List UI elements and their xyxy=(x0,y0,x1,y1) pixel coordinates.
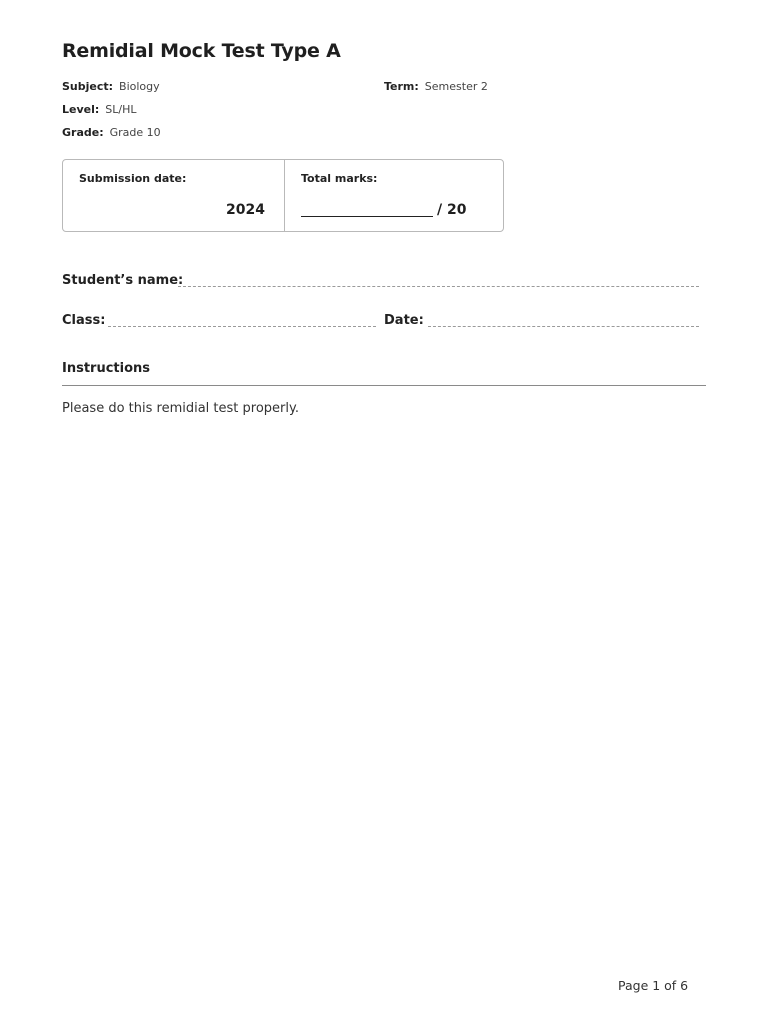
meta-level-value: SL/HL xyxy=(105,103,137,116)
date-label: Date: xyxy=(384,313,424,328)
meta-term-value: Semester 2 xyxy=(424,80,488,93)
submission-year: 2024 xyxy=(226,202,265,218)
meta-subject-label: Subject: xyxy=(62,80,114,93)
class-line[interactable] xyxy=(108,326,376,327)
date-line[interactable] xyxy=(428,326,699,327)
submission-date-cell xyxy=(63,160,285,231)
total-marks-cell xyxy=(285,160,503,231)
student-name-label: Student’s name: xyxy=(62,273,184,288)
marks-box xyxy=(62,159,504,232)
meta-level-label: Level: xyxy=(62,103,100,116)
meta-grade-label: Grade: xyxy=(62,126,104,139)
student-name-line[interactable] xyxy=(178,286,699,287)
total-marks-out-of: / 20 xyxy=(437,202,467,218)
meta-level xyxy=(62,103,137,116)
total-marks-label: Total marks: xyxy=(301,172,378,185)
document-title: Remidial Mock Test Type A xyxy=(62,40,341,62)
class-label: Class: xyxy=(62,313,106,328)
meta-term xyxy=(384,80,488,93)
meta-grade-value: Grade 10 xyxy=(109,126,161,139)
meta-grade xyxy=(62,126,161,139)
meta-subject xyxy=(62,80,160,93)
meta-term-label: Term: xyxy=(384,80,419,93)
meta-subject-value: Biology xyxy=(119,80,160,93)
total-marks-blank[interactable] xyxy=(301,216,433,217)
instructions-divider xyxy=(62,385,706,386)
page-number: Page 1 of 6 xyxy=(618,978,689,993)
instructions-heading: Instructions xyxy=(62,361,151,376)
instructions-text: Please do this remidial test properly. xyxy=(62,401,299,416)
submission-date-label: Submission date: xyxy=(79,172,187,185)
